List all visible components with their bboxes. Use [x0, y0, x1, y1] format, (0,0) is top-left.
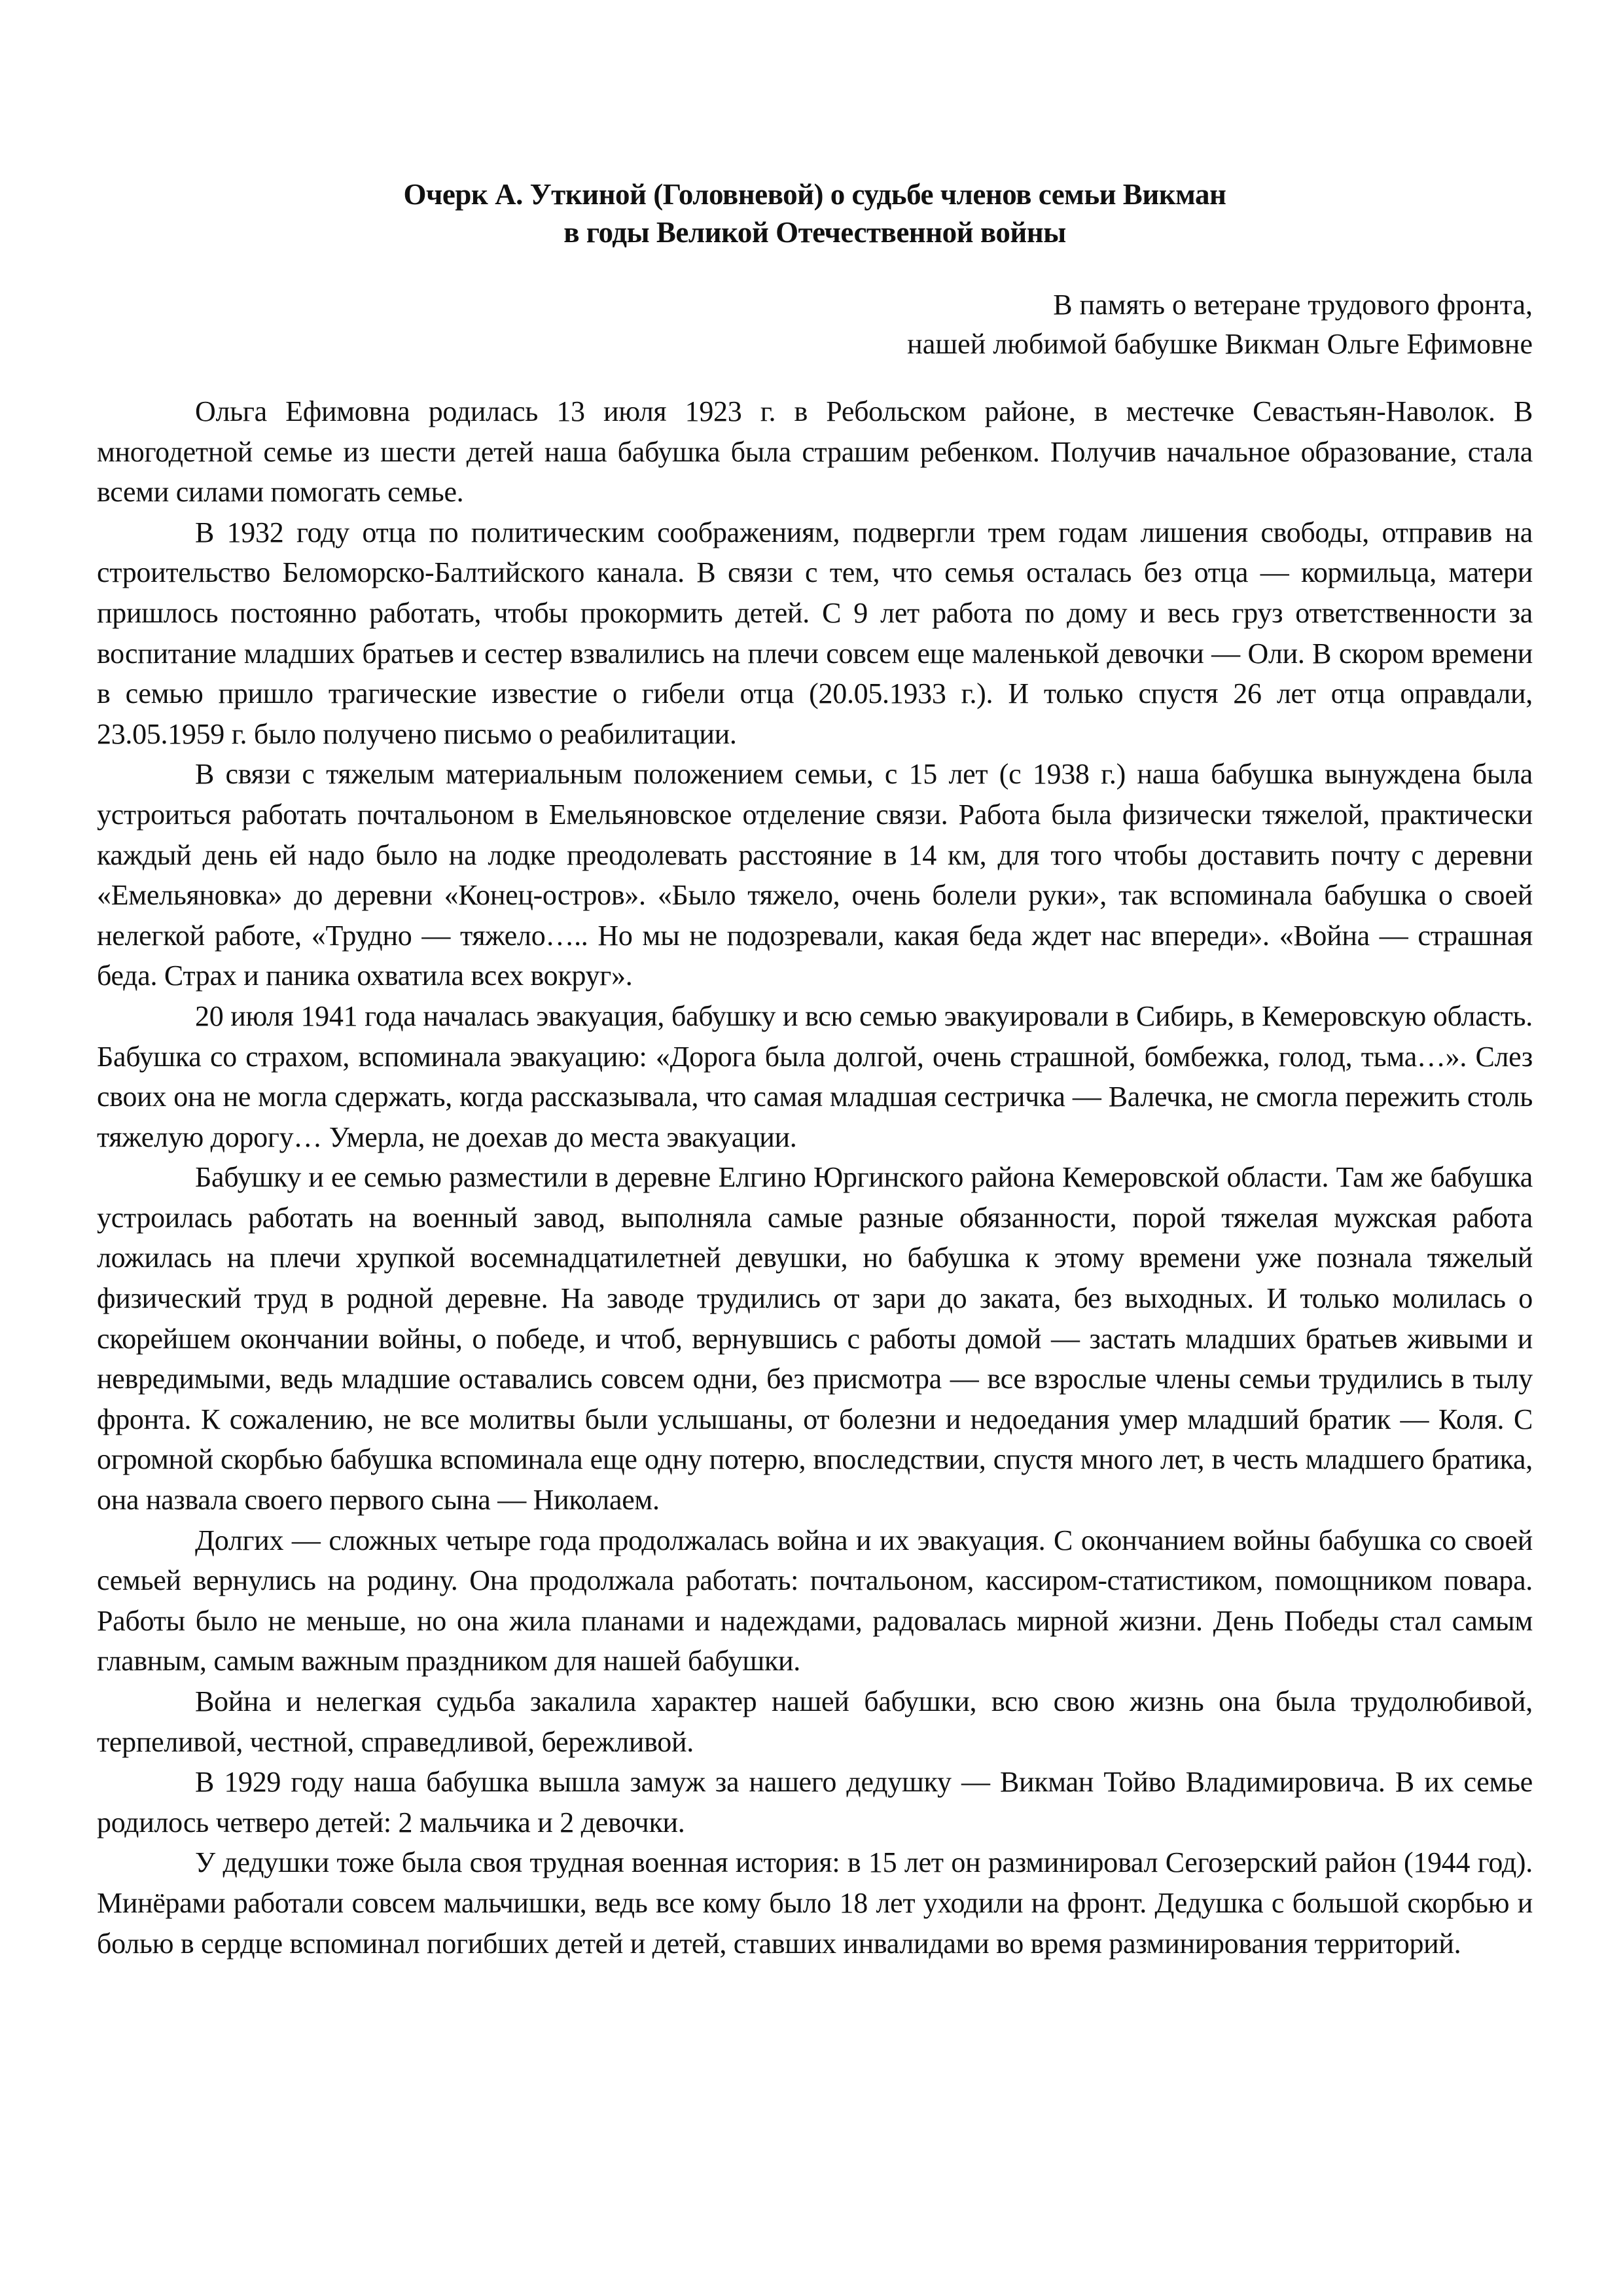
paragraph-evacuation: 20 июля 1941 года началась эвакуация, бабушку и всю семью эвакуировали в Сибирь, в Кемеровскую область. Бабушка со страхом, вспоминала эвакуацию: «Дорога была долгой, очень страшной, бомбежка, голод, тьма…». Слез своих она не могла сдержать, когда рассказывала, что самая младшая сестричка — Валечка, не смогла пережить столь тяжелую дорогу… Умерла, не доехав до места эвакуации. [97, 999, 1533, 1153]
paragraph-birth: Ольга Ефимовна родилась 13 июля 1923 г. в Ребольском районе, в местечке Севастьян-Наволок. В многодетной семье из шести детей наша бабушка была страшим ребенком. Получив начальное образование, стала всеми силами помогать семье. [97, 395, 1533, 509]
title-line-2: в годы Великой Отечественной войны [563, 216, 1066, 249]
paragraph-character: Война и нелегкая судьба закалила характер нашей бабушки, всю свою жизнь она была трудолюбивой, терпеливой, честной, справедливой, бережливой. [97, 1685, 1533, 1758]
dedication-line-2: нашей любимой бабушке Викман Ольге Ефимовне [907, 328, 1533, 360]
dedication [616, 285, 1533, 364]
title-line-1: Очерк А. Уткиной (Головневой) о судьбе членов семьи Викман [403, 178, 1226, 211]
paragraph-factory: Бабушку и ее семью разместили в деревне Елгино Юргинского района Кемеровской области. Там же бабушка устроилась работать на военный завод, выполняла самые разные обязанности, порой тяжелая мужская работа ложилась на плечи хрупкой восемнадцатилетней девушки, но бабушка к этому времени уже познала тяжелый физический труд в родной деревне. На заводе трудились от зари до заката, без выходных. И только молилась о скорейшем окончании войны, о победе, и чтоб, вернувшись с работы домой — застать младших братьев живыми и невредимыми, ведь младшие оставались совсем одни, без присмотра — все взрослые члены семьи трудились в тылу фронта. К сожалению, не все молитвы были услышаны, от болезни и недоедания умер младший братик — Коля. С огромной скорбью бабушка вспоминала еще одну потерю, впоследствии, спустя много лет, в честь младшего братика, она назвала своего первого сына — Николаем. [97, 1161, 1533, 1516]
paragraph-grandfather: У дедушки тоже была своя трудная военная история: в 15 лет он разминировал Сегозерский район (1944 год). Минёрами работали совсем мальчишки, ведь все кому было 18 лет уходили на фронт. Дедушка с большой скорбью и болью в сердце вспоминал погибших детей и детей, ставших инвалидами во время разминирования территорий. [97, 1846, 1533, 1960]
paragraph-return: Долгих — сложных четыре года продолжалась война и их эвакуация. С окончанием войны бабушка со своей семьей вернулись на родину. Она продолжала работать: почтальоном, кассиром-статистиком, помощником повара. Работы было не меньше, но она жила планами и надеждами, радовалась мирной жизни. День Победы стал самым главным, самым важным праздником для нашей бабушки. [97, 1524, 1533, 1677]
paragraph-marriage: В 1929 году наша бабушка вышла замуж за нашего дедушку — Викман Тойво Владимировича. В их семье родилось четверо детей: 2 мальчика и 2 девочки. [97, 1766, 1533, 1839]
paragraph-father: В 1932 году отца по политическим соображениям, подвергли трем годам лишения свободы, отправив на строительство Беломорско-Балтийского канала. В связи с тем, что семья осталась без отца — кормильца, матери пришлось постоянно работать, чтобы прокормить детей. С 9 лет работа по дому и весь груз ответственности за воспитание младших братьев и сестер взвалились на плечи совсем еще маленькой девочки — Оли. В скором времени в семью пришло трагические известие о гибели отца (20.05.1933 г.). И только спустя 26 лет отца оправдали, 23.05.1959 г. было получено письмо о реабилитации. [97, 516, 1533, 750]
document-title [97, 175, 1533, 251]
body-text [97, 391, 1533, 1964]
paragraph-postwoman: В связи с тяжелым материальным положением семьи, с 15 лет (с 1938 г.) наша бабушка вынуждена была устроиться работать почтальоном в Емельяновское отделение связи. Работа была физически тяжелой, практически каждый день ей надо было на лодке преодолевать расстояние в 14 км, для того чтобы доставить почту с деревни «Емельяновка» до деревни «Конец-остров». «Было тяжело, очень болели руки», так вспоминала бабушка о своей нелегкой работе, «Трудно — тяжело….. Но мы не подозревали, какая беда ждет нас впереди». «Война — страшная беда. Страх и паника охватила всех вокруг». [97, 758, 1533, 992]
dedication-line-1: В память о ветеране трудового фронта, [1053, 289, 1533, 321]
